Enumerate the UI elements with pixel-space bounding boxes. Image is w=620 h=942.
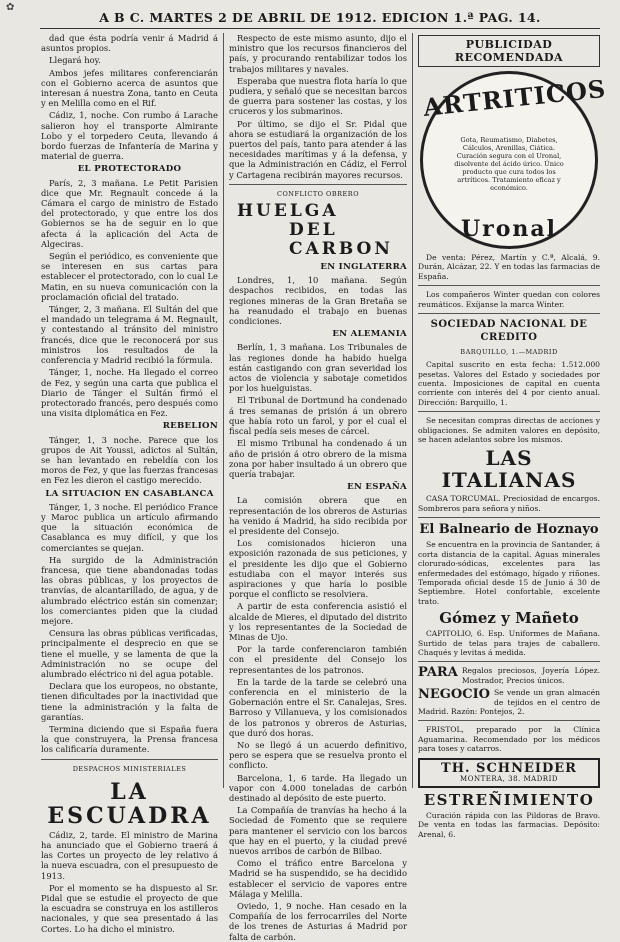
paragraph: La Compañía de tranvías ha hecho á la Sociedad de Fomento que se requiere para mantener el servicio con los barcos que hay en el puerto, y la ciudad prevé nuevos arribos de carbón de Bilbao. — [229, 805, 407, 857]
ad-brand: Uronal — [460, 215, 558, 242]
paragraph: La comisión obrera que en representación de los obreros de Asturias ha venido á Madrid, ha sido recibida por el presidente del Consejo. — [229, 495, 407, 536]
paragraph: El mismo Tribunal ha condenado á un año de prisión á otro obrero de la misma zona por haber insultado á un obrero que quería trabajar. — [229, 438, 407, 479]
kicker: DESPACHOS MINISTERIALES — [72, 764, 187, 773]
column-3-ads — [418, 33, 608, 839]
paragraph: Según el periódico, es conveniente que se interesen en sus cartas para establecer el protectorado, con lo cual Le Matin, en su nueva comunicación con la proclamación oficial del tratado. — [41, 251, 218, 302]
section-heading: EL PROTECTORADO — [77, 164, 182, 175]
paragraph: Censura las obras públicas verificadas, principalmente el desprecio en que se tiene el muelle, y se lamenta de que la Administración no se ocupe del alumbrado eléctrico ni del agua potable. — [41, 628, 218, 679]
paragraph: Declara que los europeos, no obstante, tienen dificultades por la inactividad que tiene la administración y la falta de garantías. — [41, 681, 218, 722]
paragraph: Por la tarde conferenciaron también con el presidente del Consejo los representantes de los patronos. — [229, 644, 407, 675]
ad-text: Regalos preciosos, Joyería López. Mostrador, Precios únicos. — [461, 666, 600, 685]
divider — [418, 411, 600, 412]
ad-title: ESTREÑIMIENTO — [423, 791, 595, 810]
ad-text: CASA TORCUMAL. Preciosidad de encargos. Sombreros para señora y niños. — [418, 494, 600, 513]
paragraph: París, 2, 3 mañana. Le Petit Parisien dice que Mr. Regnault concede á la Cámara el cargo de ministro de Estado del protectorado, y que entre los dos Gobiernos se ha de seguir en lo que afecta á la aplicación del Acta de Algeciras. — [41, 177, 218, 249]
ad-title: NEGOCIO — [418, 687, 490, 703]
divider — [418, 720, 600, 721]
ad-subtitle: BARQUILLO, 1.—MADRID — [460, 348, 558, 357]
paragraph: Tánger, 1, 3 noche. El periódico France y Maroc publica un artículo afirmando que la situación económica de Casablanca es muy difícil, y que los comerciantes se quejan. — [41, 501, 218, 553]
stamp-icon: ✿ — [6, 2, 15, 13]
ad-title: TH. SCHNEIDER — [441, 760, 577, 776]
divider — [418, 285, 600, 286]
article-headline: HUELGA — [237, 201, 339, 222]
ad-title: Gómez y Mañeto — [439, 609, 579, 628]
paragraph: dad que ésta podría venir á Madrid á asuntos propios. — [41, 33, 218, 54]
column-1 — [41, 33, 218, 934]
ad-text: Capital suscrito en esta fecha: 1.512.000 pesetas. Valores del Estado y sociedades por cuenta. Imposiciones de capital en cuenta corriente con interés del 4 por ciento anual. Dirección: Barquillo, 1. — [418, 360, 600, 407]
paragraph: Cádiz, 1, noche. Con rumbo á Larache salieron hoy el transporte Almirante Lobo y el torpedero Ceuta, llevando á bordo fuerzas de Infantería de Marina y material de guerra. — [41, 110, 218, 162]
ad-title: PARA — [418, 665, 458, 681]
paragraph: Berlín, 1, 3 mañana. Los Tribunales de las regiones donde ha habido huelga están castigando con gran severidad los actos de violencia y sabotaje cometidos por los huelguistas. — [229, 342, 407, 394]
paragraph: En la tarde de la tarde se celebró una conferencia en el ministerio de la Gobernación entre el Sr. Canalejas, Sres. Barroso y Villanueva, y los comisionados de los patronos y obreros de Asturias, que duró dos horas. — [229, 676, 407, 738]
header-rule — [40, 28, 600, 29]
ad-text: Se encuentra en la provincia de Santander, á corta distancia de la capital. Aguas minerales clorurado-sódicas, excelentes para las enfermedades del estómago, hígado y riñones. Temporada oficial desde 15 de Junio á 30 de Septiembre. Hotel confortable, excelente trato. — [418, 540, 600, 606]
ad-title: ARTRITICOS — [421, 73, 608, 122]
paragraph: No se llegó á un acuerdo definitivo, pero se espera que se resuelva pronto el conflicto. — [229, 739, 407, 771]
paragraph: Oviedo, 1, 9 noche. Han cesado en la Compañía de los ferrocarriles del Norte de los trenes de Asturias á Madrid por falta de carbón. — [229, 901, 407, 942]
paragraph: Esperaba que nuestra flota haría lo que pudiera, y señaló que se necesitan barcos de guerra para sostener las costas, y los cruceros y los submarinos. — [229, 75, 407, 117]
paragraph: Termina diciendo que si España fuera la que construyera, la Prensa francesa los calificaría duramente. — [41, 724, 218, 755]
page-header — [40, 4, 600, 30]
paragraph: Barcelona, 1, 6 tarde. Ha llegado un vapor con 4.000 toneladas de carbón destinado al depósito de este puerto. — [229, 772, 407, 803]
divider — [418, 661, 600, 662]
paragraph: Ambos jefes militares conferenciarán con el Gobierno acerca de asuntos que interesan á nuestra Zona, tanto en Ceuta y en Melilla como en el Rif. — [41, 67, 218, 109]
negocio-ad — [418, 688, 600, 716]
paragraph: Ha surgido de la Administración francesa, que tiene abandonadas todas las obras públicas, y los proyectos de tranvías, de alcantarillado, de agua, y de alumbrado eléctrico están sin comenzar; los comerciantes piden que la ciudad mejore. — [41, 554, 218, 626]
paragraph: Por el momento se ha dispuesto al Sr. Pidal que se estudie el proyecto de que la escuadra se construya en los astilleros nacionales, y que sea presentado á las Cortes. Lo ha dicho el ministro. — [41, 882, 218, 934]
paragraph: Como el tráfico entre Barcelona y Madrid se ha suspendido, se ha decidido establecer el servicio de vapores entre Málaga y Melilla. — [229, 858, 407, 899]
paragraph: Cádiz, 2, tarde. El ministro de Marina ha anunciado que el Gobierno traerá á las Cortes un proyecto de ley relativo á la nueva escuadra, con el presupuesto de 1913. — [41, 829, 218, 881]
paragraph: Tánger, 1, 3 noche. Parece que los grupos de Ait Youssi, adictos al Sultán, se han levantado en rebeldía con los moros de Fez, y que las fuerzas francesas en Fez les dieron el castigo merecido. — [41, 434, 218, 486]
section-heading: EN ESPAÑA — [347, 482, 407, 493]
section-heading: REBELION — [162, 421, 218, 432]
article-headline-line2: DEL CARBON — [289, 220, 393, 260]
divider — [41, 759, 218, 760]
ad-title: SOCIEDAD NACIONAL DE CREDITO — [430, 319, 588, 344]
paragraph: El Tribunal de Dortmund ha condenado á tres semanas de prisión á un obrero que había roto un farol, y por el cual el fiscal pedía seis meses de cárcel. — [229, 395, 407, 437]
ads-section-title: PUBLICIDAD RECOMENDADA — [454, 38, 564, 64]
page-headline: A B C. MARTES 2 DE ABRIL DE 1912. EDICION 1.ª PAG. 14. — [99, 10, 541, 25]
uronal-ad-emblem — [420, 71, 608, 249]
paragraph: Tánger, 1, noche. Ha llegado el correo de Fez, y según una carta que publica el Diario de Tánger el Sultán firmó el protectorado francés, pero después como una visita diplomática en Fez. — [41, 367, 218, 419]
column-divider — [223, 33, 224, 788]
schneider-ad — [418, 758, 600, 788]
ad-text: Gota, Reumatismo, Diabetes, Cálculos, Arenillas, Ciática. Curación segura con el Uronal, disolvente del ácido úrico. Único producto que cura todos los artríticos. Tratamiento eficaz y económico. — [454, 136, 564, 192]
paragraph: Llegará hoy. — [49, 55, 101, 66]
paragraph: Respecto de este mismo asunto, dijo el ministro que los recursos financieros del país, y procurando rentabilizar todos los trabajos militares y navales. — [229, 33, 407, 74]
divider — [418, 313, 600, 314]
ad-text: De venta: Pérez, Martín y C.ª, Alcalá, 9. Durán, Alcázar, 22. Y en todas las farmacias de España. — [418, 253, 600, 281]
section-heading: EN INGLATERRA — [320, 262, 407, 273]
column-divider — [412, 33, 413, 788]
column-2 — [229, 33, 407, 942]
article-headline: LA ESCUADRA — [47, 778, 212, 829]
ad-text: CAPITOLIO, 6. Esp. Uniformes de Mañana. Surtido de telas para trajes de caballero. Chaqués y levitas á medida. — [418, 629, 600, 657]
paragraph: Los comisionados hicieron una exposición razonada de sus peticiones, y el presidente les dijo que el Gobierno estudiaba con el mayor interés sus aspiraciones y que haría lo posible porque el conflicto se resolviera. — [229, 538, 407, 600]
paragraph: A partir de esta conferencia asistió el alcalde de Mieres, el diputado del distrito y los representantes de la Sociedad de Minas de Ujo. — [229, 601, 407, 642]
para-ad — [418, 666, 600, 685]
divider — [418, 517, 600, 518]
ad-text: Los compañeros Winter quedan con colores reumáticos. Exíjanse la marca Winter. — [418, 290, 600, 309]
ad-title: El Balneario de Hoznayo — [419, 522, 599, 538]
paragraph: Londres, 1, 10 mañana. Según despachos recibidos, en todas las regiones mineras de la Gran Bretaña se ha reanudado el trabajo en buenas condiciones. — [229, 275, 407, 327]
section-heading: LA SITUACION EN CASABLANCA — [45, 488, 214, 499]
kicker: CONFLICTO OBRERO — [276, 189, 360, 198]
divider — [229, 184, 407, 185]
ad-text: Curación rápida con las Pildoras de Bravo. De venta en todas las farmacias. Depósito: Arenal, 6. — [418, 811, 600, 839]
ad-text: FRISTOL, preparado por la Clínica Aguamarina. Recomendado por los médicos para toses y catarros. — [418, 725, 600, 754]
ads-section-header — [418, 35, 600, 67]
section-heading: EN ALEMANIA — [332, 329, 407, 340]
ad-text: Se necesitan compras directas de acciones y obligaciones. Se admiten valores en depósito, se hacen adelantos sobre los mismos. — [418, 416, 600, 445]
paragraph: Tánger, 2, 3 mañana. El Sultán del que el mandado un telegrama á M. Regnault, y contestando al tránsito del ministro francés, dice que le reconocerá por sus ministros los resultados de la conferencia y Madrid recibió la fórmula. — [41, 304, 218, 366]
ad-title: LAS ITALIANAS — [441, 446, 577, 493]
ad-subtitle: MONTERA, 38. MADRID — [460, 774, 558, 783]
ad-text: Se vende un gran almacén de tejidos en el centro de Madrid. Razón: Pontejos, 2. — [418, 688, 600, 716]
paragraph: Por último, se dijo el Sr. Pidal que ahora se estudiará la organización de los puertos del país, tanto para atender á las necesidades marítimas y á la defensa, y que la Administración en Cádiz, el Ferrol y Cartagena recibirán mayores recursos. — [229, 118, 407, 180]
